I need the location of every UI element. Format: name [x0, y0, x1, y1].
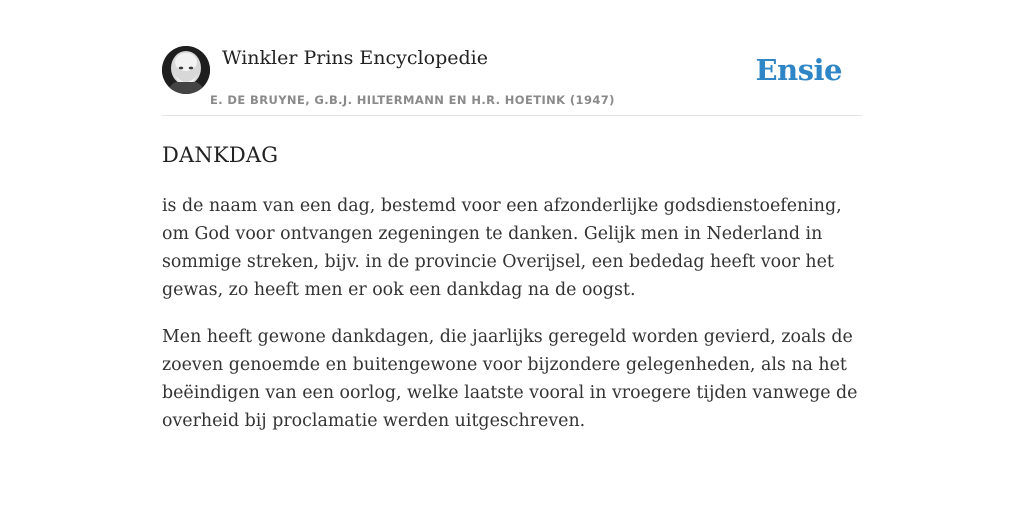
entry-title: DANKDAG [162, 143, 279, 167]
header-divider [162, 115, 862, 116]
ensie-logo[interactable]: Ensie [755, 53, 842, 87]
header [162, 46, 862, 116]
entry-paragraph-2: Men heeft gewone dankdagen, die jaarlijks geregeld worden gevierd, zoals de zoeven genoemde en buitengewone voor bijzondere gelegenheden, als na het beëindigen van een oorlog, welke laatste vooral in vroegere tijden vanwege de overheid bij proclamatie werden uitgeschreven. [162, 327, 858, 431]
authors-line: E. DE BRUYNE, G.B.J. HILTERMANN EN H.R. HOETINK (1947) [210, 93, 615, 107]
entry-body [162, 192, 862, 454]
author-portrait-icon[interactable] [162, 46, 210, 94]
entry-paragraph-1: is de naam van een dag, bestemd voor een afzonderlijke godsdienstoefening, om God voor ontvangen zegeningen te danken. Gelijk men in Nederland in sommige streken, bijv. in de provincie Overijsel, een bededag heeft voor het gewas, zo heeft men er ook een dankdag na de oogst. [162, 196, 842, 300]
book-title[interactable]: Winkler Prins Encyclopedie [222, 47, 488, 69]
